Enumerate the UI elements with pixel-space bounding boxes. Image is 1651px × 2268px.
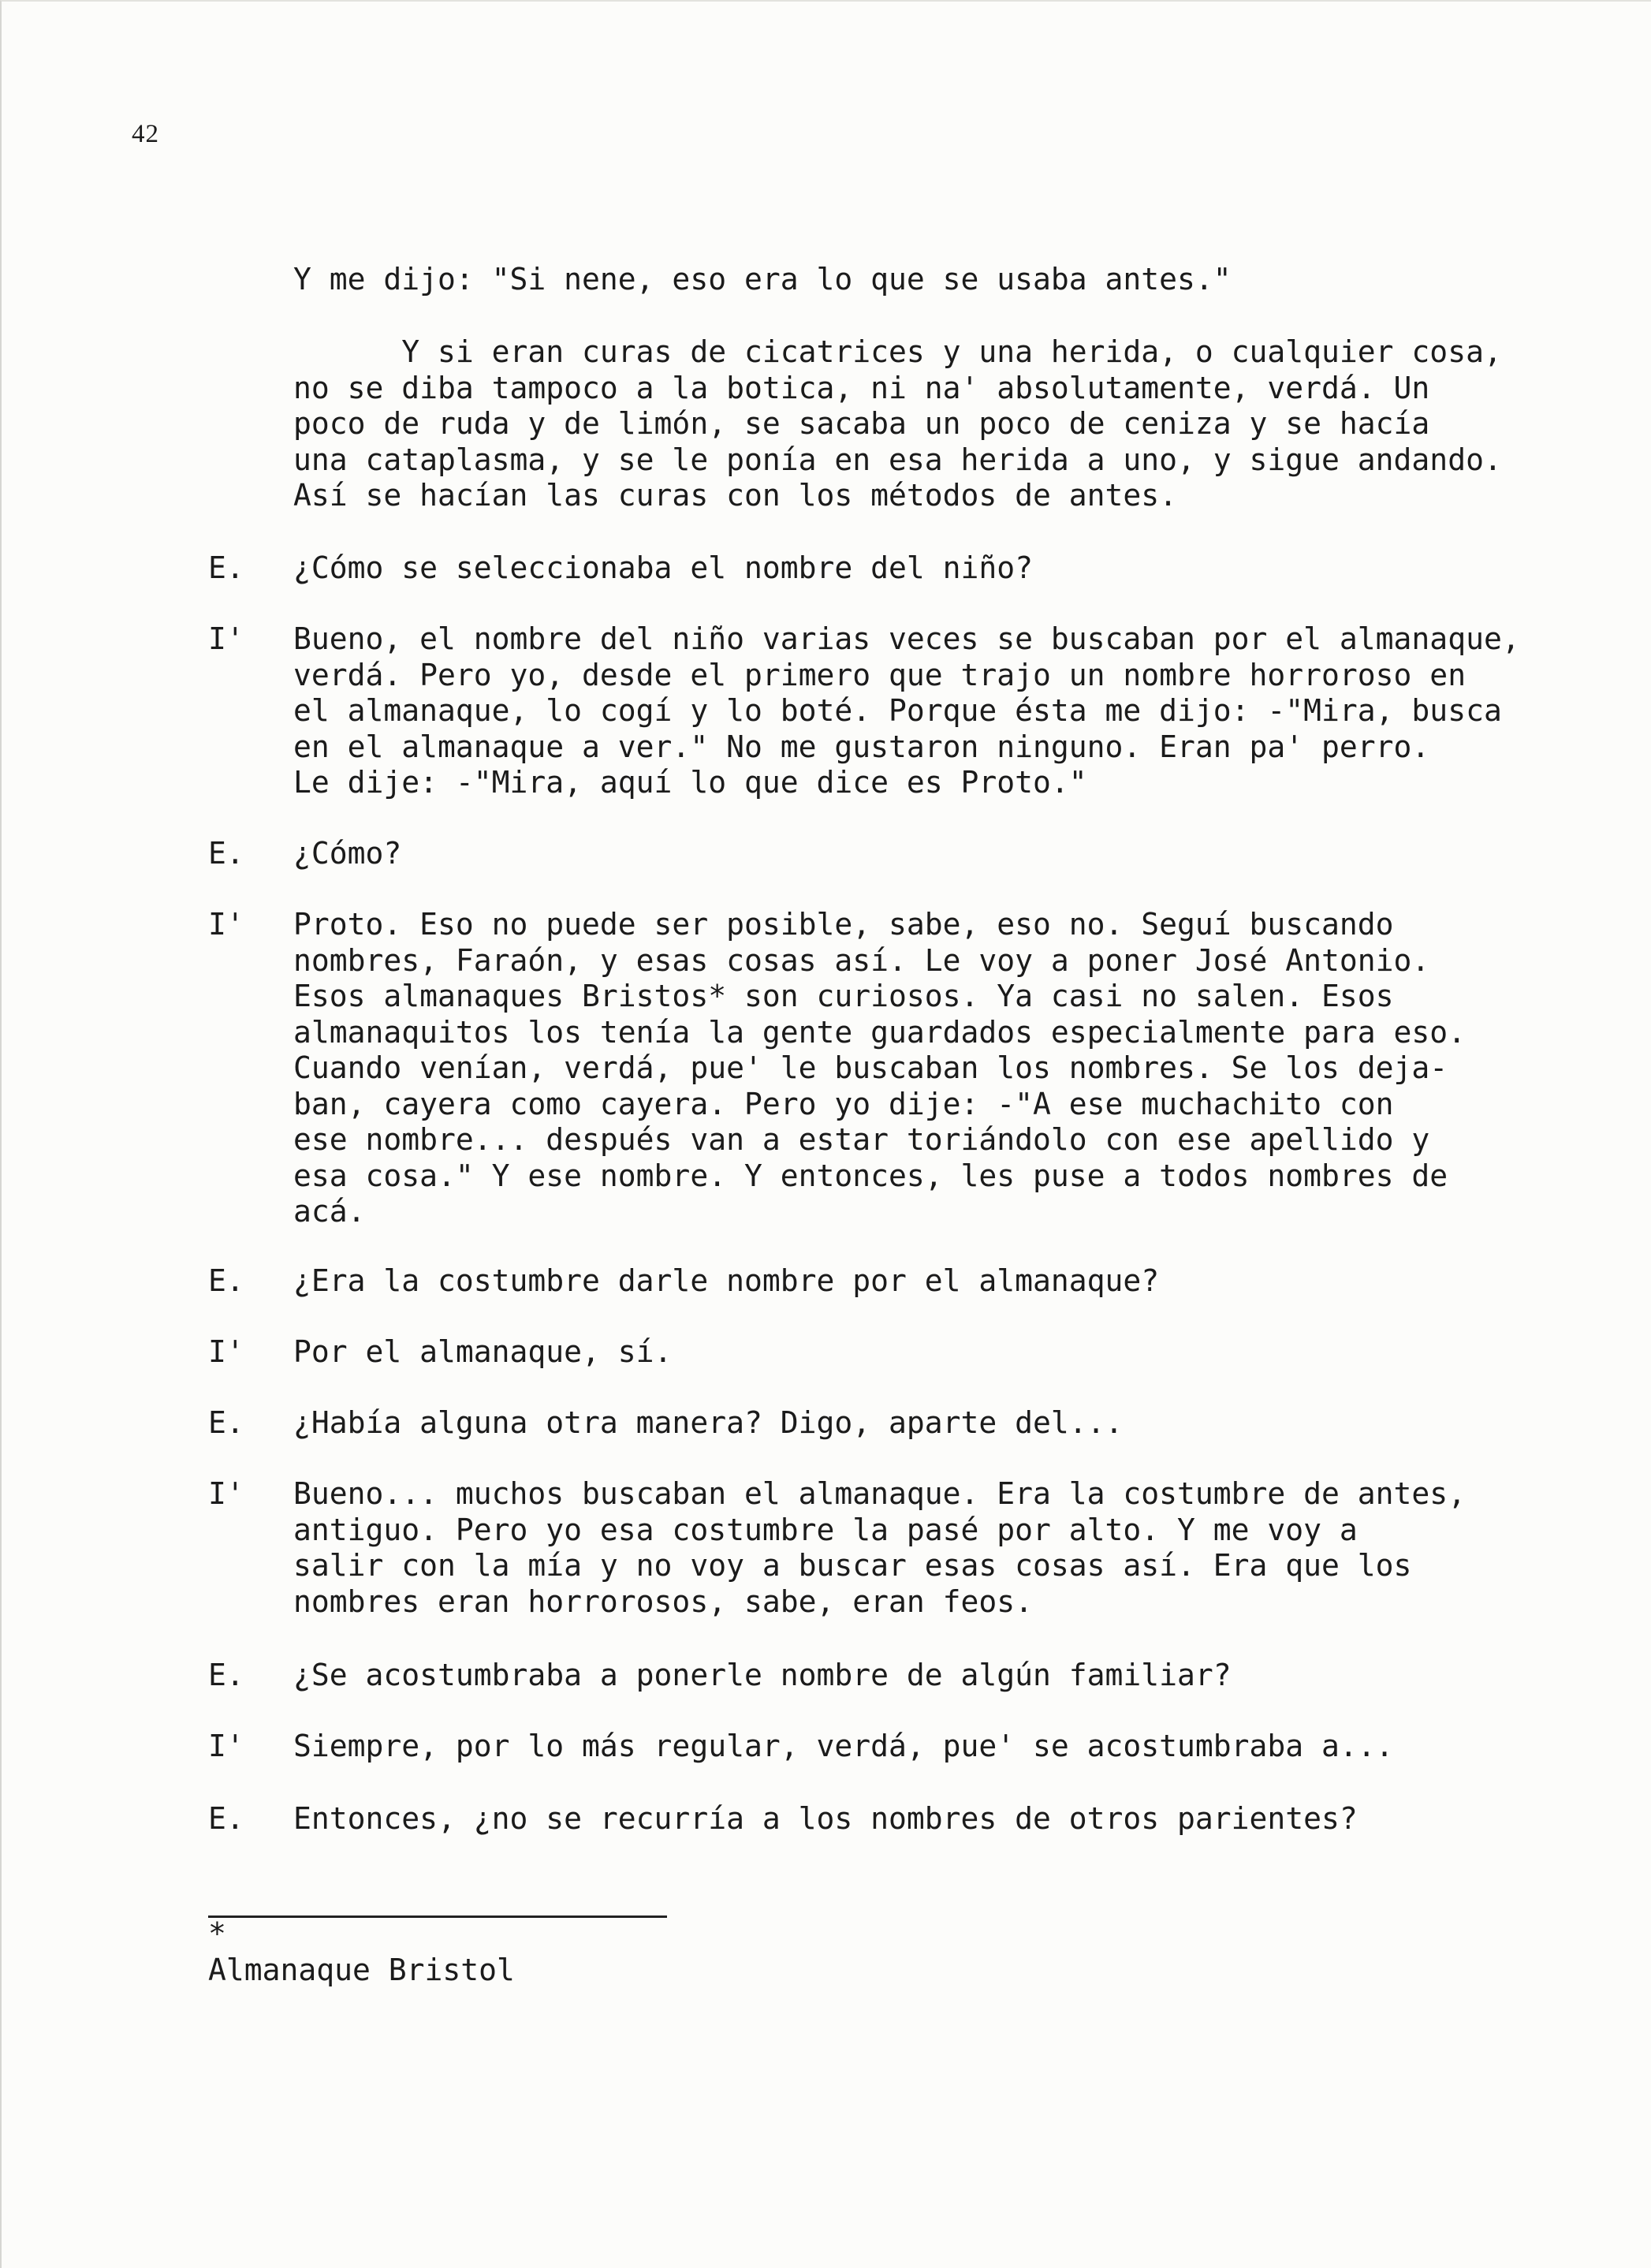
dialogue-turn-text: ¿Era la costumbre darle nombre por el almanaque? (293, 1263, 1160, 1298)
dialogue-turn-text: Bueno, el nombre del niño varias veces se buscaban por el almanaque, verdá. Pero yo, desde el primero que trajo un nombre horroroso en el almanaque, lo cogí y lo boté. Porque ésta me dijo: -"Mira, busca en el almanaque a ver." No me gustaron ninguno. Eran pa' perro. Le dije: -"Mira, aquí lo que dice es Proto." (293, 621, 1520, 800)
speaker-label: E. (208, 836, 244, 871)
dialogue-turn-text: Entonces, ¿no se recurría a los nombres de otros parientes? (293, 1801, 1358, 1836)
speaker-label: I' (208, 1729, 244, 1763)
dialogue-turn-text: ¿Se acostumbraba a ponerle nombre de algún familiar? (293, 1658, 1232, 1692)
speaker-label: E. (208, 1801, 244, 1836)
paragraph-cures: Y si eran curas de cicatrices y una herida, o cualquier cosa, no se diba tampoco a la botica, ni na' absolutamente, verdá. Un poco de ruda y de limón, se sacaba un poco de ceniza y se hacía una cataplasma, y se le ponía en esa herida a uno, y sigue andando. Así se hacían las curas con los métodos de antes. (293, 334, 1502, 513)
dialogue-turn-text: Bueno... muchos buscaban el almanaque. Era la costumbre de antes, antiguo. Pero yo esa costumbre la pasé por alto. Y me voy a salir con la mía y no voy a buscar esas cosas así. Era que los nombres eran horrorosos, sabe, eran feos. (293, 1476, 1467, 1619)
footnote-marker: * (208, 1916, 226, 1951)
speaker-label: E. (208, 1658, 244, 1692)
speaker-label: I' (208, 621, 244, 656)
dialogue-turn-text: ¿Cómo se seleccionaba el nombre del niño? (293, 550, 1033, 585)
speaker-label: I' (208, 1476, 244, 1511)
dialogue-turn-text: Siempre, por lo más regular, verdá, pue' se acostumbraba a... (293, 1729, 1394, 1763)
dialogue-turn-text: Por el almanaque, sí. (293, 1334, 673, 1369)
footnote-divider (208, 1915, 667, 1918)
speaker-label: E. (208, 1263, 244, 1298)
dialogue-turn-text: Proto. Eso no puede ser posible, sabe, eso no. Seguí buscando nombres, Faraón, y esas cosas así. Le voy a poner José Antonio. Esos almanaques Bristos* son curiosos. Ya casi no salen. Esos almanaquitos los tenía la gente guardados especialmente para eso. Cuando venían, verdá, pue' le buscaban los nombres. Se los deja- ban, cayera como cayera. Pero yo dije: -"A ese muchachito con ese nombre... después van a estar toriándolo con ese apellido y esa cosa." Y ese nombre. Y entonces, les puse a todos nombres de acá. (293, 907, 1467, 1229)
speaker-label: I' (208, 907, 244, 942)
speaker-label: E. (208, 550, 244, 585)
paragraph-quote: Y me dijo: "Si nene, eso era lo que se usaba antes." (293, 262, 1232, 297)
footnote-text: Almanaque Bristol (208, 1953, 515, 1987)
dialogue-turn-text: ¿Había alguna otra manera? Digo, aparte del... (293, 1405, 1124, 1440)
dialogue-turn-text: ¿Cómo? (293, 836, 402, 871)
page-number: 42 (132, 120, 159, 148)
speaker-label: I' (208, 1334, 244, 1369)
speaker-label: E. (208, 1405, 244, 1440)
